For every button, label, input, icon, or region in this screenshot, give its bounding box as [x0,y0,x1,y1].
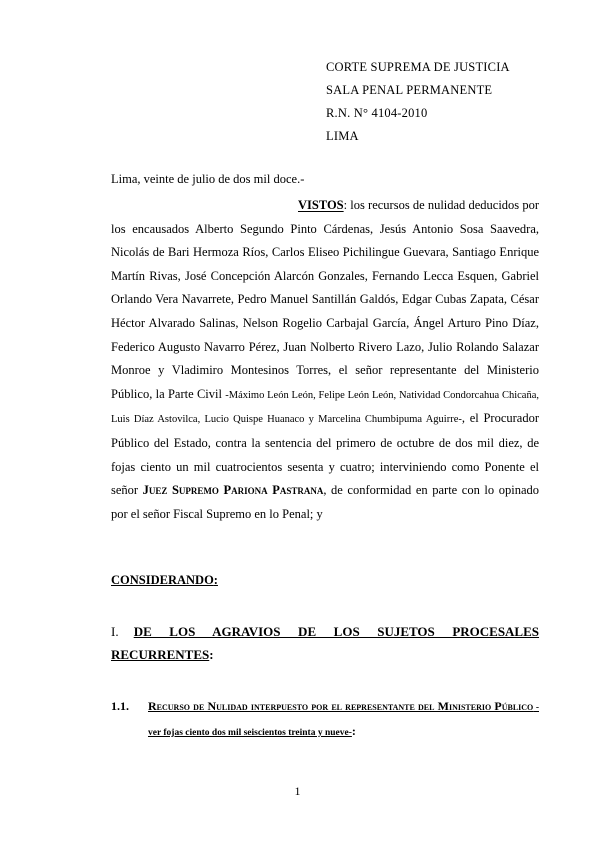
city-name: LIMA [326,129,359,143]
page-number: 1 [294,784,301,798]
vistos-text-a: : los recursos de nulidad deducidos por los encausados Alberto Segundo Pinto Cárdenas, Jesús Antonio Sosa Saavedra, Nicolás de Bari Hermoza Ríos, Carlos Eliseo Pichilingue Guevara, Santiago Enrique Martín Rivas, José Concepción Alarcón Gonzales, Fernando Lecca Esquen, Gabriel Orlando Vera Navarrete, Pedro Manuel Santillán Galdós, Edgar Cubas Zapata, César Héctor Alvarado Salinas, Nelson Rogelio Carbajal García, Ángel Arturo Pino Díaz, Federico Augusto Navarro Pérez, Juan Nolberto Rivero Lazo, Julio Rolando Salazar Monroe y Vladimiro Montesinos Torres, el señor representante del Ministerio Público, la Parte Civil [111,198,539,401]
civil-parties: -Máximo León León, Felipe León León, Natividad Condorcahua Chicaña, Luis Díaz Astovilca, Lucio Quispe Huanaco y Marcelina Chumbipuma Aguirre- [111,389,539,426]
subsection-1-1: 1.1. Recurso de Nulidad interpuesto por el representante del Ministerio Público -ver fojas ciento dos mil seiscientos treinta y nueve-: [111,695,539,745]
considerando-heading: CONSIDERANDO: [111,573,218,587]
vistos-text-c: , de conformidad en parte con lo opinado por el señor Fiscal Supremo en lo Penal; y [111,483,539,521]
section-1-title: DE LOS AGRAVIOS DE LOS SUJETOS PROCESALES RECURRENTES [111,624,540,662]
court-name: CORTE SUPREMA DE JUSTICIA [326,60,510,74]
section-1-number: I. [111,624,119,639]
vistos-paragraph [111,194,539,526]
chamber-name: SALA PENAL PERMANENTE [326,83,493,97]
record-number: R.N. N° 4104-2010 [326,106,428,120]
ponente-name: Juez Supremo Pariona Pastrana [142,483,324,498]
subsection-number: 1.1. [111,699,129,713]
subsection-reference: -ver fojas ciento dos mil seiscientos treinta y nueve- [148,703,539,738]
date-line: Lima, veinte de julio de dos mil doce.- [111,172,305,186]
vistos-text-b: , el Procurador Público del Estado, contra la sentencia del primero de octubre de dos mil diez, de fojas ciento un mil cuatrocientos sesenta y cuatro; interviniendo como Ponente el señor [111,411,540,498]
section-1-heading: I. DE LOS AGRAVIOS DE LOS SUJETOS PROCESALES RECURRENTES: [111,624,540,662]
subsection-title: Recurso de Nulidad interpuesto por el representante del Ministerio Público [148,699,534,713]
document-header [326,56,510,148]
vistos-label: VISTOS [298,198,344,212]
